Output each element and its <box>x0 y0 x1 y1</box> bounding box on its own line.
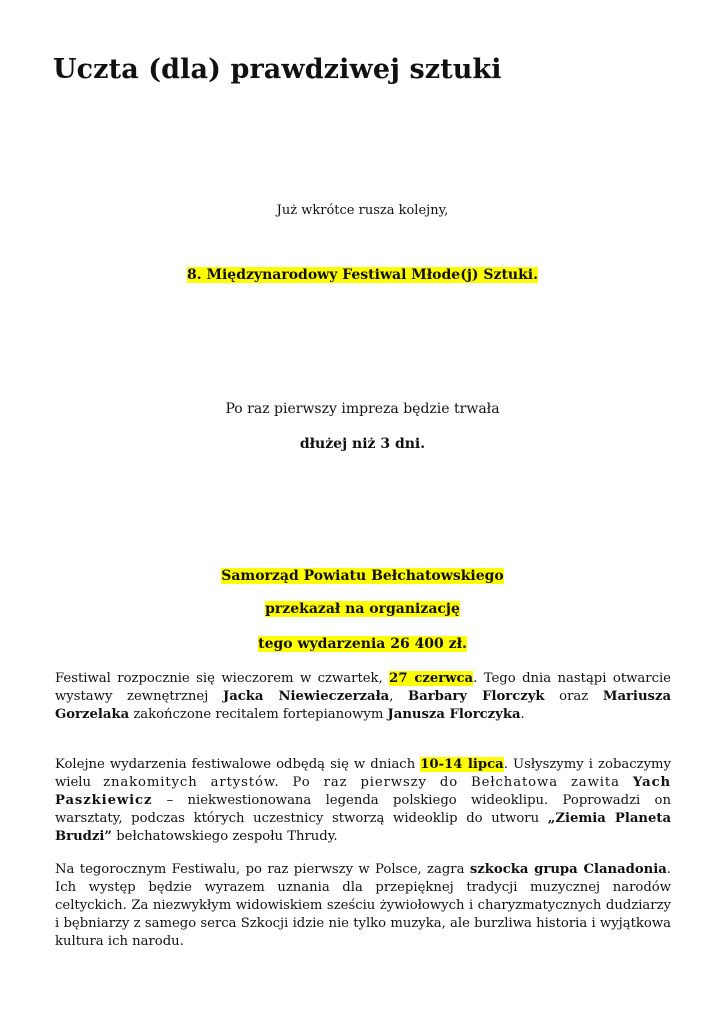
text-segment: Na tegorocznym Festiwalu, po raz pierwszy w Polsce, zagra <box>55 862 470 877</box>
intro-text: Już wkrótce rusza kolejny, <box>276 203 449 218</box>
festival-name <box>0 267 725 283</box>
funding-line-3-highlight: tego wydarzenia 26 400 zł. <box>258 636 467 652</box>
text-segment: . Ich występ będzie wyrazem uznania dla przepięknej tradycji muzycznej narodów celtyckich. Za niezwykłym widowiskiem sześciu żywiołowych i charyzmatycznych dudziarzy i bębniarzy z samego serca Szkocji idzie nie tylko muzyka, ale burzliwa historia i wyjątkowa kultura ich narodu. <box>55 862 671 949</box>
artist-name: Barbary Florczyk <box>408 689 545 704</box>
song-title: „Ziemia Planeta Brudzi” <box>55 811 671 844</box>
text-segment: znakomitych artystów. Po raz pierwszy do Bełchatowa zawita <box>103 775 633 790</box>
funding-line-3 <box>0 636 725 652</box>
festival-name-highlight: 8. Międzynarodowy Festiwal Młode(j) Sztuki. <box>186 267 538 283</box>
text-segment: . Tego dnia nastąpi otwarcie wystawy zewnętrznej <box>55 671 671 704</box>
page-title: Uczta (dla) prawdziwej sztuki <box>53 54 502 85</box>
text-segment: oraz <box>544 689 603 704</box>
band-name: szkocka grupa Clanadonia <box>469 862 667 877</box>
text-segment: – niekwestionowana legenda polskiego wideoklipu. Poprowadzi on warsztaty, podczas których uczestnicy stworzą wideoklip do utworu <box>55 793 671 826</box>
funding-line-2-highlight: przekazał na organizację <box>265 601 460 617</box>
funding-line-1 <box>0 568 725 584</box>
duration-line-2: dłużej niż 3 dni. <box>299 436 426 452</box>
text-segment: bełchatowskiego zespołu Thrudy. <box>112 829 338 844</box>
funding-line-1-highlight: Samorząd Powiatu Bełchatowskiego <box>221 568 504 584</box>
text-segment: . <box>520 707 525 722</box>
paragraph-band <box>55 861 671 951</box>
duration-line-1: Po raz pierwszy impreza będzie trwała <box>225 401 500 417</box>
event-dates: 10-14 lipca <box>420 757 504 772</box>
artist-name: Mariusza Gorzelaka <box>55 689 671 722</box>
artist-name: Jacka Niewieczerzała <box>222 689 390 704</box>
artist-name: Janusza Florczyka <box>387 707 521 722</box>
text-segment: . Usłyszymy i zobaczymy wielu <box>55 757 671 790</box>
opening-date: 27 czerwca <box>389 671 474 686</box>
text-segment: zakończone recitalem fortepianowym <box>129 707 388 722</box>
text-segment: , <box>389 689 409 704</box>
paragraph-events <box>55 756 671 846</box>
paragraph-opening <box>55 670 671 724</box>
funding-line-2 <box>0 601 725 617</box>
artist-name: Yach Paszkiewicz <box>55 775 671 808</box>
text-segment: Festiwal rozpocznie się wieczorem w czwartek, <box>55 671 390 686</box>
text-segment: Kolejne wydarzenia festiwalowe odbędą się w dniach <box>55 757 421 772</box>
